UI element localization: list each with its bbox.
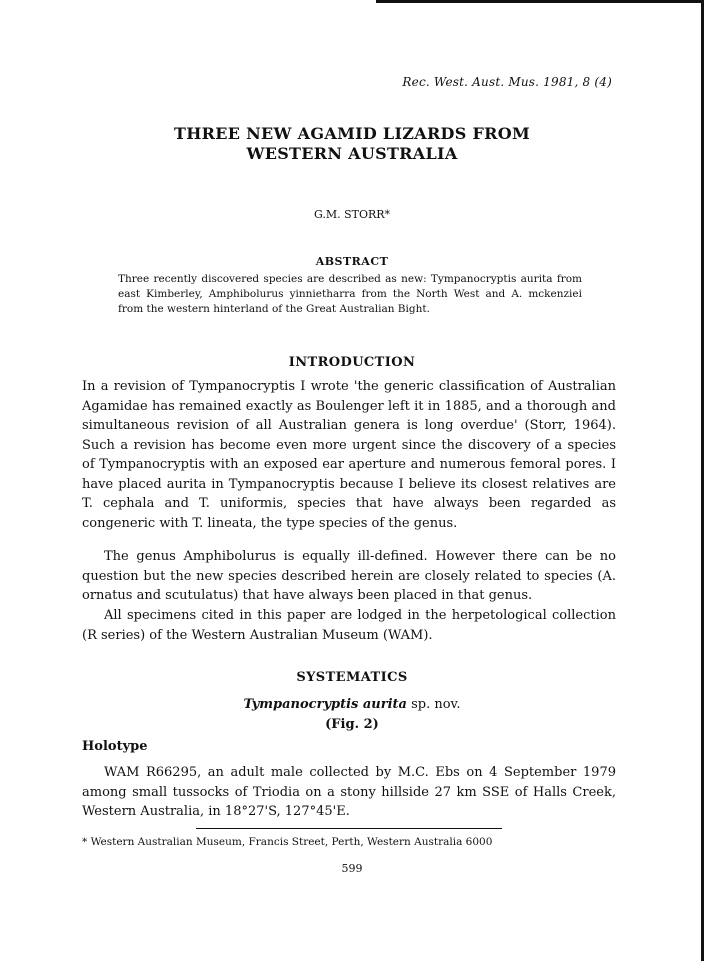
footnote: * Western Australian Museum, Francis Street, Perth, Western Australia 6000 bbox=[82, 836, 493, 848]
introduction-paragraph-2: The genus Amphibolurus is equally ill-defined. However there can be no question but the new species described herein are closely related to species (A. ornatus and scutulatus) that have always been placed in that genus. bbox=[82, 549, 616, 603]
title-line-1: THREE NEW AGAMID LIZARDS FROM bbox=[174, 124, 530, 143]
title-line-2: WESTERN AUSTRALIA bbox=[246, 144, 458, 163]
page-number: 599 bbox=[341, 862, 363, 875]
footnote-divider bbox=[196, 828, 502, 829]
species-status: sp. nov. bbox=[406, 697, 461, 712]
introduction-paragraph-1: In a revision of Tympanocryptis I wrote 'the generic classification of Australian Agamidae has remained exactly as Boulenger left it in 1885, and a thorough and simultaneous revision of all Australian genera is long overdue' (Storr, 1964). Such a revision has become even more urgent since the discovery of a species of Tympanocryptis with an exposed ear aperture and numerous femoral pores. I have placed aurita in Tympanocryptis because I believe its closest relatives are T. cephala and T. uniformis, species that have always been regarded as congeneric with T. lineata, the type species of the genus. bbox=[82, 379, 616, 531]
abstract-text: Three recently discovered species are described as new: Tympanocryptis aurita from east Kimberley, Amphibolurus yinnietharra from the North West and A. mckenziei from the western hinterland of the Great Australian Bight. bbox=[118, 273, 582, 315]
species-binomial: Tympanocryptis aurita bbox=[243, 697, 407, 712]
introduction-heading: INTRODUCTION bbox=[288, 355, 416, 370]
figure-reference: (Fig. 2) bbox=[325, 717, 379, 732]
scan-border-top bbox=[376, 0, 702, 3]
abstract-heading: ABSTRACT bbox=[315, 255, 389, 268]
holotype-text: WAM R66295, an adult male collected by M.C. Ebs on 4 September 1979 among small tussocks of Triodia on a stony hillside 27 km SSE of Halls Creek, Western Australia, in 18°27'S, 127°45'E. bbox=[82, 765, 616, 819]
journal-citation: Rec. West. Aust. Mus. 1981, 8 (4) bbox=[402, 75, 612, 89]
article-title bbox=[0, 124, 704, 164]
introduction-paragraph-3: All specimens cited in this paper are lodged in the herpetological collection (R series) of the Western Australian Museum (WAM). bbox=[82, 608, 616, 643]
systematics-heading: SYSTEMATICS bbox=[296, 670, 408, 685]
author-name: G.M. STORR* bbox=[313, 208, 391, 221]
species-heading bbox=[0, 697, 704, 712]
holotype-heading: Holotype bbox=[82, 739, 148, 754]
